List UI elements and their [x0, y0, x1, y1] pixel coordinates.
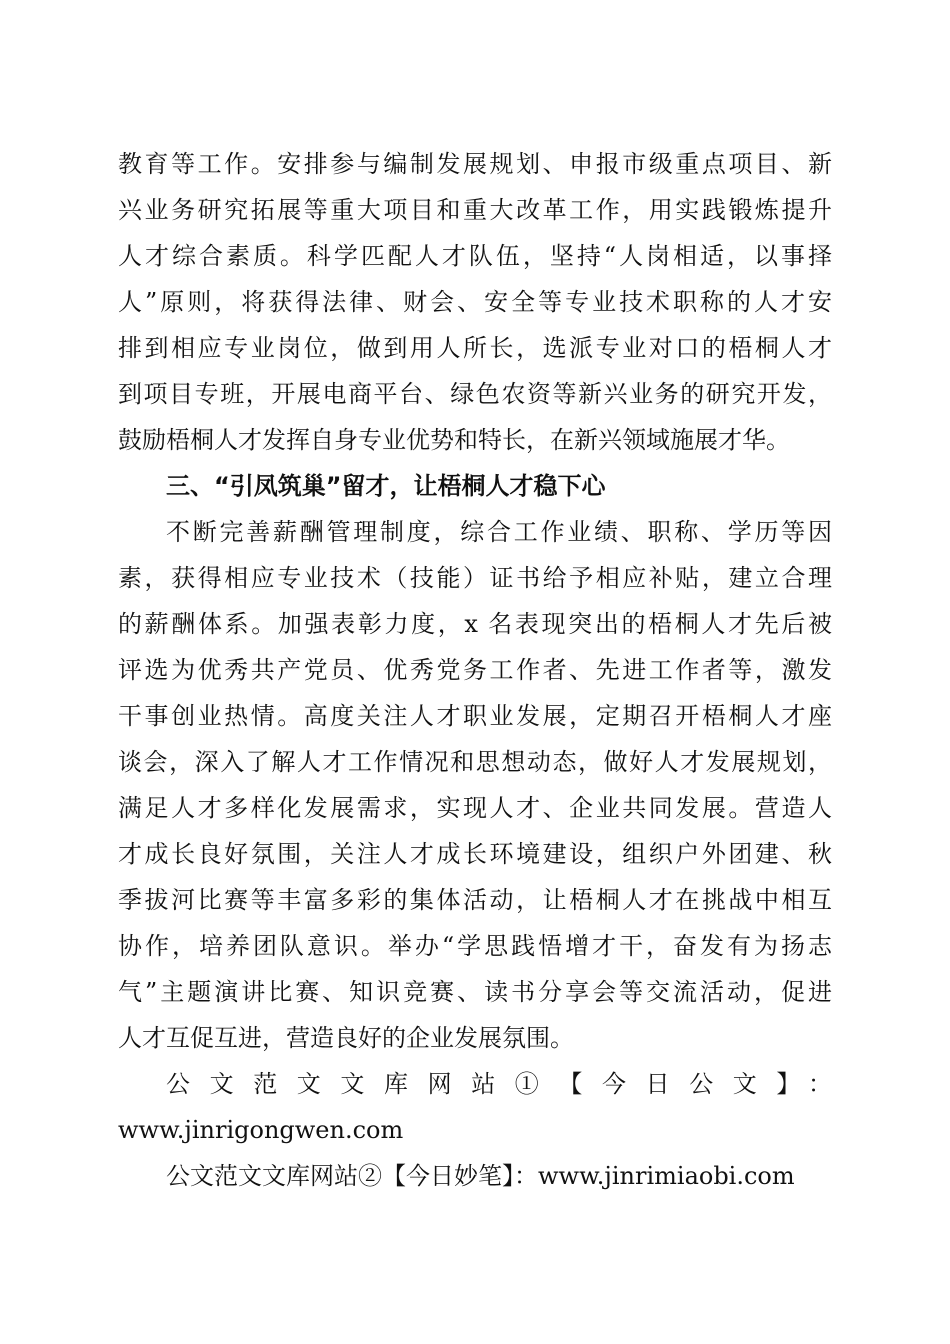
text-line: 才成长良好氛围，关注人才成长环境建设，组织户外团建、秋	[118, 840, 832, 868]
footer-links	[118, 1061, 832, 1199]
text-line: 谈会，深入了解人才工作情况和思想动态，做好人才发展规划，	[118, 748, 832, 776]
site2-line[interactable]: 公文范文文库网站②【今日妙笔】：www.jinrimiaobi.com	[166, 1162, 795, 1190]
text-line: 排到相应专业岗位，做到用人所长，选派专业对口的梧桐人才	[118, 334, 832, 362]
site1-label: 公文范文文库网站①【今日公文】：	[166, 1070, 832, 1098]
text-line: 不断完善薪酬管理制度，综合工作业绩、职称、学历等因	[166, 518, 832, 546]
text-line: 气”主题演讲比赛、知识竞赛、读书分享会等交流活动，促进	[118, 978, 832, 1006]
section-heading: 三、“引凤筑巢”留才，让梧桐人才稳下心	[166, 472, 606, 500]
site1-url[interactable]: www.jinrigongwen.com	[118, 1116, 404, 1144]
text-line: 人才互促互进，营造良好的企业发展氛围。	[118, 1024, 574, 1052]
paragraph-talent-retention	[118, 509, 832, 1061]
text-line: 素，获得相应专业技术（技能）证书给予相应补贴，建立合理	[118, 564, 832, 592]
text-line: 兴业务研究拓展等重大项目和重大改革工作，用实践锻炼提升	[118, 196, 832, 224]
text-line: 人”原则，将获得法律、财会、安全等专业技术职称的人才安	[118, 288, 832, 316]
text-line: 季拔河比赛等丰富多彩的集体活动，让梧桐人才在挑战中相互	[118, 886, 832, 914]
text-line: 人才综合素质。科学匹配人才队伍，坚持“人岗相适，以事择	[118, 242, 832, 270]
text-line: 教育等工作。安排参与编制发展规划、申报市级重点项目、新	[118, 150, 832, 178]
text-line: 鼓励梧桐人才发挥自身专业优势和特长，在新兴领域施展才华。	[118, 426, 790, 454]
document-body	[118, 141, 832, 1199]
text-line: 干事创业热情。高度关注人才职业发展，定期召开梧桐人才座	[118, 702, 832, 730]
paragraph-talent-training	[118, 141, 832, 463]
text-line: 评选为优秀共产党员、优秀党务工作者、先进工作者等，激发	[118, 656, 832, 684]
text-line: 满足人才多样化发展需求，实现人才、企业共同发展。营造人	[118, 794, 832, 822]
text-line: 到项目专班，开展电商平台、绿色农资等新兴业务的研究开发，	[118, 380, 832, 408]
text-line: 的薪酬体系。加强表彰力度，x 名表现突出的梧桐人才先后被	[118, 610, 832, 638]
text-line: 协作，培养团队意识。举办“学思践悟增才干，奋发有为扬志	[118, 932, 832, 960]
